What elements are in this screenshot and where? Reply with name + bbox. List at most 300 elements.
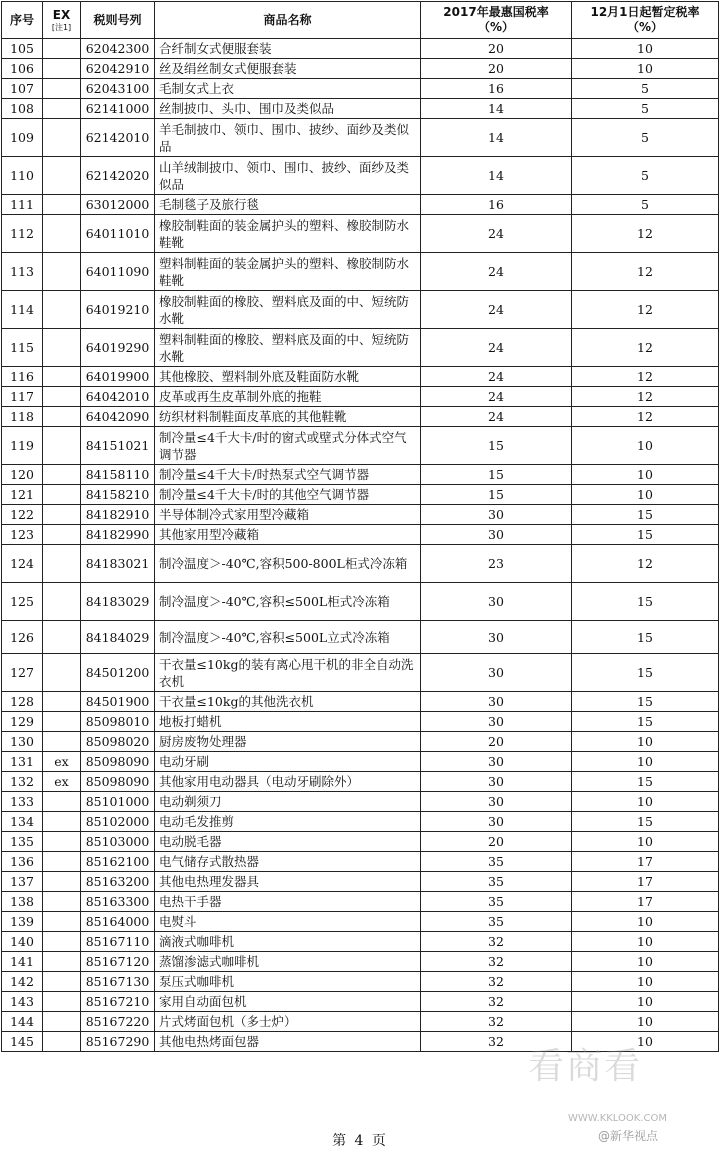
row-provisional-rate: 12	[572, 291, 719, 329]
row-number: 144	[2, 1012, 43, 1032]
header-ex-label: EX	[52, 8, 71, 22]
row-hs-code: 64042010	[81, 387, 155, 407]
table-row	[2, 912, 719, 932]
row-ex-marker	[43, 852, 81, 872]
row-product-name: 电熨斗	[155, 912, 421, 932]
row-hs-code: 63012000	[81, 195, 155, 215]
row-provisional-rate: 10	[572, 792, 719, 812]
row-hs-code: 85098020	[81, 732, 155, 752]
row-product-name: 半导体制冷式家用型冷藏箱	[155, 505, 421, 525]
row-mfn-rate: 15	[421, 465, 572, 485]
row-number: 123	[2, 525, 43, 545]
row-provisional-rate: 12	[572, 367, 719, 387]
row-mfn-rate: 30	[421, 654, 572, 692]
row-ex-marker	[43, 972, 81, 992]
row-provisional-rate: 15	[572, 692, 719, 712]
row-hs-code: 85101000	[81, 792, 155, 812]
row-product-name: 蒸馏渗滤式咖啡机	[155, 952, 421, 972]
row-product-name: 干衣量≤10kg的装有离心甩干机的非全自动洗衣机	[155, 654, 421, 692]
row-number: 110	[2, 157, 43, 195]
table-row	[2, 892, 719, 912]
row-ex-marker	[43, 812, 81, 832]
row-number: 108	[2, 99, 43, 119]
row-mfn-rate: 32	[421, 1012, 572, 1032]
table-row	[2, 654, 719, 692]
table-row	[2, 157, 719, 195]
row-provisional-rate: 10	[572, 752, 719, 772]
table-row	[2, 932, 719, 952]
header-seq: 序号	[2, 2, 43, 39]
row-hs-code: 85163200	[81, 872, 155, 892]
row-number: 131	[2, 752, 43, 772]
table-row	[2, 387, 719, 407]
row-hs-code: 84182910	[81, 505, 155, 525]
row-provisional-rate: 12	[572, 215, 719, 253]
row-mfn-rate: 30	[421, 752, 572, 772]
table-row	[2, 952, 719, 972]
row-hs-code: 64011010	[81, 215, 155, 253]
row-provisional-rate: 15	[572, 712, 719, 732]
row-ex-marker	[43, 832, 81, 852]
row-ex-marker	[43, 465, 81, 485]
table-row	[2, 485, 719, 505]
row-number: 130	[2, 732, 43, 752]
row-ex-marker: ex	[43, 772, 81, 792]
table-row	[2, 367, 719, 387]
row-number: 106	[2, 59, 43, 79]
row-mfn-rate: 16	[421, 195, 572, 215]
row-number: 142	[2, 972, 43, 992]
row-hs-code: 84158110	[81, 465, 155, 485]
row-ex-marker	[43, 215, 81, 253]
row-mfn-rate: 20	[421, 832, 572, 852]
header-ex	[43, 2, 81, 39]
row-ex-marker	[43, 157, 81, 195]
row-mfn-rate: 24	[421, 329, 572, 367]
row-number: 112	[2, 215, 43, 253]
row-mfn-rate: 32	[421, 972, 572, 992]
row-mfn-rate: 30	[421, 505, 572, 525]
row-hs-code: 85098090	[81, 772, 155, 792]
row-number: 125	[2, 583, 43, 621]
row-number: 135	[2, 832, 43, 852]
row-mfn-rate: 30	[421, 583, 572, 621]
row-provisional-rate: 10	[572, 952, 719, 972]
row-number: 113	[2, 253, 43, 291]
row-product-name: 其他家用型冷藏箱	[155, 525, 421, 545]
row-provisional-rate: 10	[572, 427, 719, 465]
row-provisional-rate: 10	[572, 912, 719, 932]
row-product-name: 电气储存式散热器	[155, 852, 421, 872]
row-hs-code: 85163300	[81, 892, 155, 912]
row-product-name: 电热干手器	[155, 892, 421, 912]
row-ex-marker	[43, 59, 81, 79]
table-row	[2, 712, 719, 732]
row-product-name: 羊毛制披巾、领巾、围巾、披纱、面纱及类似品	[155, 119, 421, 157]
row-product-name: 纺织材料制鞋面皮革底的其他鞋靴	[155, 407, 421, 427]
row-mfn-rate: 20	[421, 39, 572, 59]
row-hs-code: 62043100	[81, 79, 155, 99]
table-row	[2, 119, 719, 157]
row-ex-marker	[43, 291, 81, 329]
row-mfn-rate: 24	[421, 367, 572, 387]
row-number: 136	[2, 852, 43, 872]
row-ex-marker	[43, 792, 81, 812]
row-mfn-rate: 30	[421, 792, 572, 812]
header-rate-dec1-label: 12月1日起暂定税率	[590, 5, 700, 19]
row-product-name: 制冷温度＞-40℃,容积≤500L柜式冷冻箱	[155, 583, 421, 621]
header-name: 商品名称	[155, 2, 421, 39]
row-ex-marker	[43, 485, 81, 505]
table-row	[2, 545, 719, 583]
row-hs-code: 64019900	[81, 367, 155, 387]
row-number: 119	[2, 427, 43, 465]
table-row	[2, 505, 719, 525]
row-ex-marker	[43, 692, 81, 712]
table-row	[2, 329, 719, 367]
page-number: 第 4 页	[332, 1133, 388, 1149]
row-hs-code: 84501900	[81, 692, 155, 712]
row-provisional-rate: 12	[572, 253, 719, 291]
row-hs-code: 84182990	[81, 525, 155, 545]
table-row	[2, 407, 719, 427]
row-number: 132	[2, 772, 43, 792]
row-product-name: 其他橡胶、塑料制外底及鞋面防水靴	[155, 367, 421, 387]
row-mfn-rate: 15	[421, 485, 572, 505]
row-number: 120	[2, 465, 43, 485]
row-product-name: 泵压式咖啡机	[155, 972, 421, 992]
row-ex-marker	[43, 1032, 81, 1052]
watermark-url: WWW.KKLOOK.COM	[568, 1113, 667, 1124]
row-hs-code: 85167290	[81, 1032, 155, 1052]
row-product-name: 塑料制鞋面的装金属护头的塑料、橡胶制防水鞋靴	[155, 253, 421, 291]
table-row	[2, 59, 719, 79]
row-product-name: 制冷温度＞-40℃,容积500-800L柜式冷冻箱	[155, 545, 421, 583]
row-number: 129	[2, 712, 43, 732]
row-hs-code: 62142020	[81, 157, 155, 195]
row-ex-marker	[43, 872, 81, 892]
row-ex-marker	[43, 505, 81, 525]
row-provisional-rate: 5	[572, 195, 719, 215]
watermark-weibo-handle: @新华视点	[598, 1129, 659, 1143]
row-product-name: 丝及绢丝制女式便服套装	[155, 59, 421, 79]
row-product-name: 电动剃须刀	[155, 792, 421, 812]
table-row	[2, 752, 719, 772]
row-ex-marker	[43, 1012, 81, 1032]
row-number: 141	[2, 952, 43, 972]
row-product-name: 丝制披巾、头巾、围巾及类似品	[155, 99, 421, 119]
row-hs-code: 85164000	[81, 912, 155, 932]
row-ex-marker	[43, 195, 81, 215]
row-number: 114	[2, 291, 43, 329]
row-mfn-rate: 32	[421, 992, 572, 1012]
table-row	[2, 732, 719, 752]
watermark-logo-text: 看商看	[528, 1046, 643, 1087]
row-provisional-rate: 5	[572, 119, 719, 157]
row-hs-code: 64019210	[81, 291, 155, 329]
table-row	[2, 291, 719, 329]
table-row	[2, 972, 719, 992]
row-hs-code: 84183021	[81, 545, 155, 583]
row-provisional-rate: 15	[572, 772, 719, 792]
row-number: 111	[2, 195, 43, 215]
table-row	[2, 692, 719, 712]
table-row	[2, 195, 719, 215]
row-mfn-rate: 14	[421, 119, 572, 157]
row-number: 118	[2, 407, 43, 427]
row-ex-marker	[43, 367, 81, 387]
row-ex-marker	[43, 427, 81, 465]
row-hs-code: 64042090	[81, 407, 155, 427]
table-row	[2, 215, 719, 253]
row-ex-marker	[43, 525, 81, 545]
row-provisional-rate: 17	[572, 892, 719, 912]
row-number: 116	[2, 367, 43, 387]
tariff-table	[1, 1, 719, 1052]
row-mfn-rate: 32	[421, 932, 572, 952]
row-provisional-rate: 15	[572, 525, 719, 545]
row-product-name: 其他电热理发器具	[155, 872, 421, 892]
table-row	[2, 832, 719, 852]
row-provisional-rate: 10	[572, 485, 719, 505]
row-product-name: 合纤制女式便服套装	[155, 39, 421, 59]
row-mfn-rate: 30	[421, 712, 572, 732]
row-number: 115	[2, 329, 43, 367]
row-mfn-rate: 24	[421, 387, 572, 407]
row-product-name: 制冷量≤4千大卡/时的其他空气调节器	[155, 485, 421, 505]
row-number: 105	[2, 39, 43, 59]
row-mfn-rate: 24	[421, 407, 572, 427]
row-product-name: 橡胶制鞋面的装金属护头的塑料、橡胶制防水鞋靴	[155, 215, 421, 253]
table-row	[2, 39, 719, 59]
row-hs-code: 84184029	[81, 621, 155, 654]
row-mfn-rate: 30	[421, 525, 572, 545]
row-provisional-rate: 10	[572, 832, 719, 852]
row-provisional-rate: 17	[572, 872, 719, 892]
row-mfn-rate: 30	[421, 812, 572, 832]
header-rate-dec1-unit: （%）	[626, 20, 664, 34]
row-ex-marker	[43, 621, 81, 654]
row-number: 107	[2, 79, 43, 99]
row-hs-code: 84501200	[81, 654, 155, 692]
row-hs-code: 85102000	[81, 812, 155, 832]
row-provisional-rate: 10	[572, 39, 719, 59]
row-ex-marker	[43, 952, 81, 972]
row-number: 109	[2, 119, 43, 157]
row-ex-marker	[43, 583, 81, 621]
row-provisional-rate: 17	[572, 852, 719, 872]
row-hs-code: 85167110	[81, 932, 155, 952]
row-product-name: 皮革或再生皮革制外底的拖鞋	[155, 387, 421, 407]
row-hs-code: 85167130	[81, 972, 155, 992]
row-provisional-rate: 10	[572, 1032, 719, 1052]
row-number: 133	[2, 792, 43, 812]
row-product-name: 橡胶制鞋面的橡胶、塑料底及面的中、短统防水靴	[155, 291, 421, 329]
row-hs-code: 62042300	[81, 39, 155, 59]
row-ex-marker	[43, 732, 81, 752]
row-number: 140	[2, 932, 43, 952]
row-hs-code: 62141000	[81, 99, 155, 119]
row-hs-code: 84151021	[81, 427, 155, 465]
row-ex-marker	[43, 407, 81, 427]
table-row	[2, 465, 719, 485]
row-number: 124	[2, 545, 43, 583]
table-header-row	[2, 2, 719, 39]
row-ex-marker	[43, 99, 81, 119]
row-ex-marker	[43, 253, 81, 291]
row-mfn-rate: 14	[421, 99, 572, 119]
table-row	[2, 583, 719, 621]
row-product-name: 干衣量≤10kg的其他洗衣机	[155, 692, 421, 712]
row-ex-marker	[43, 712, 81, 732]
row-mfn-rate: 30	[421, 621, 572, 654]
row-product-name: 山羊绒制披巾、领巾、围巾、披纱、面纱及类似品	[155, 157, 421, 195]
row-number: 121	[2, 485, 43, 505]
row-ex-marker	[43, 654, 81, 692]
row-mfn-rate: 35	[421, 872, 572, 892]
row-provisional-rate: 10	[572, 465, 719, 485]
row-provisional-rate: 15	[572, 654, 719, 692]
table-row	[2, 427, 719, 465]
header-hs-code: 税则号列	[81, 2, 155, 39]
row-number: 134	[2, 812, 43, 832]
row-mfn-rate: 35	[421, 852, 572, 872]
row-product-name: 制冷温度＞-40℃,容积≤500L立式冷冻箱	[155, 621, 421, 654]
row-ex-marker	[43, 119, 81, 157]
row-provisional-rate: 15	[572, 812, 719, 832]
row-number: 143	[2, 992, 43, 1012]
row-hs-code: 85103000	[81, 832, 155, 852]
row-provisional-rate: 10	[572, 1012, 719, 1032]
table-row	[2, 772, 719, 792]
row-mfn-rate: 35	[421, 892, 572, 912]
row-hs-code: 64019290	[81, 329, 155, 367]
row-product-name: 电动脱毛器	[155, 832, 421, 852]
row-mfn-rate: 32	[421, 1032, 572, 1052]
row-number: 139	[2, 912, 43, 932]
row-mfn-rate: 16	[421, 79, 572, 99]
row-provisional-rate: 15	[572, 505, 719, 525]
row-provisional-rate: 12	[572, 387, 719, 407]
table-row	[2, 253, 719, 291]
row-product-name: 厨房废物处理器	[155, 732, 421, 752]
row-provisional-rate: 10	[572, 972, 719, 992]
row-product-name: 滴液式咖啡机	[155, 932, 421, 952]
table-row	[2, 99, 719, 119]
row-product-name: 电动牙刷	[155, 752, 421, 772]
row-mfn-rate: 32	[421, 952, 572, 972]
row-hs-code: 85162100	[81, 852, 155, 872]
table-row	[2, 1012, 719, 1032]
row-mfn-rate: 20	[421, 59, 572, 79]
table-row	[2, 852, 719, 872]
table-row	[2, 621, 719, 654]
row-product-name: 毛制女式上衣	[155, 79, 421, 99]
row-ex-marker	[43, 39, 81, 59]
row-ex-marker	[43, 892, 81, 912]
row-mfn-rate: 24	[421, 253, 572, 291]
table-row	[2, 992, 719, 1012]
row-product-name: 其他电热烤面包器	[155, 1032, 421, 1052]
row-hs-code: 85167220	[81, 1012, 155, 1032]
header-ex-note: [注1]	[51, 23, 72, 32]
row-hs-code: 64011090	[81, 253, 155, 291]
row-number: 138	[2, 892, 43, 912]
row-number: 127	[2, 654, 43, 692]
header-rate-2017-label: 2017年最惠国税率	[443, 5, 549, 19]
row-ex-marker	[43, 545, 81, 583]
row-mfn-rate: 20	[421, 732, 572, 752]
table-row	[2, 792, 719, 812]
header-rate-dec1	[572, 2, 719, 39]
row-hs-code: 85098090	[81, 752, 155, 772]
header-rate-2017	[421, 2, 572, 39]
row-number: 128	[2, 692, 43, 712]
row-mfn-rate: 24	[421, 215, 572, 253]
row-mfn-rate: 30	[421, 772, 572, 792]
row-hs-code: 85098010	[81, 712, 155, 732]
row-mfn-rate: 35	[421, 912, 572, 932]
row-product-name: 制冷量≤4千大卡/时热泵式空气调节器	[155, 465, 421, 485]
row-number: 145	[2, 1032, 43, 1052]
row-provisional-rate: 5	[572, 79, 719, 99]
row-hs-code: 84183029	[81, 583, 155, 621]
row-product-name: 毛制毯子及旅行毯	[155, 195, 421, 215]
row-provisional-rate: 15	[572, 583, 719, 621]
row-ex-marker: ex	[43, 752, 81, 772]
tariff-body	[2, 39, 719, 1052]
row-ex-marker	[43, 912, 81, 932]
row-hs-code: 85167120	[81, 952, 155, 972]
row-provisional-rate: 10	[572, 932, 719, 952]
row-provisional-rate: 5	[572, 99, 719, 119]
row-provisional-rate: 12	[572, 407, 719, 427]
row-ex-marker	[43, 387, 81, 407]
row-product-name: 塑料制鞋面的橡胶、塑料底及面的中、短统防水靴	[155, 329, 421, 367]
row-mfn-rate: 30	[421, 692, 572, 712]
row-hs-code: 62142010	[81, 119, 155, 157]
row-ex-marker	[43, 932, 81, 952]
table-row	[2, 79, 719, 99]
table-row	[2, 812, 719, 832]
row-product-name: 片式烤面包机（多士炉）	[155, 1012, 421, 1032]
row-provisional-rate: 12	[572, 545, 719, 583]
table-row	[2, 872, 719, 892]
row-ex-marker	[43, 329, 81, 367]
row-number: 126	[2, 621, 43, 654]
row-number: 137	[2, 872, 43, 892]
header-rate-2017-unit: （%）	[477, 20, 515, 34]
row-hs-code: 85167210	[81, 992, 155, 1012]
row-product-name: 其他家用电动器具（电动牙刷除外）	[155, 772, 421, 792]
row-mfn-rate: 23	[421, 545, 572, 583]
row-product-name: 家用自动面包机	[155, 992, 421, 1012]
row-product-name: 地板打蜡机	[155, 712, 421, 732]
row-provisional-rate: 10	[572, 732, 719, 752]
row-provisional-rate: 5	[572, 157, 719, 195]
row-number: 122	[2, 505, 43, 525]
row-hs-code: 62042910	[81, 59, 155, 79]
row-provisional-rate: 12	[572, 329, 719, 367]
row-product-name: 电动毛发推剪	[155, 812, 421, 832]
row-mfn-rate: 14	[421, 157, 572, 195]
row-hs-code: 84158210	[81, 485, 155, 505]
row-provisional-rate: 15	[572, 621, 719, 654]
row-ex-marker	[43, 79, 81, 99]
row-provisional-rate: 10	[572, 59, 719, 79]
table-row	[2, 525, 719, 545]
row-number: 117	[2, 387, 43, 407]
